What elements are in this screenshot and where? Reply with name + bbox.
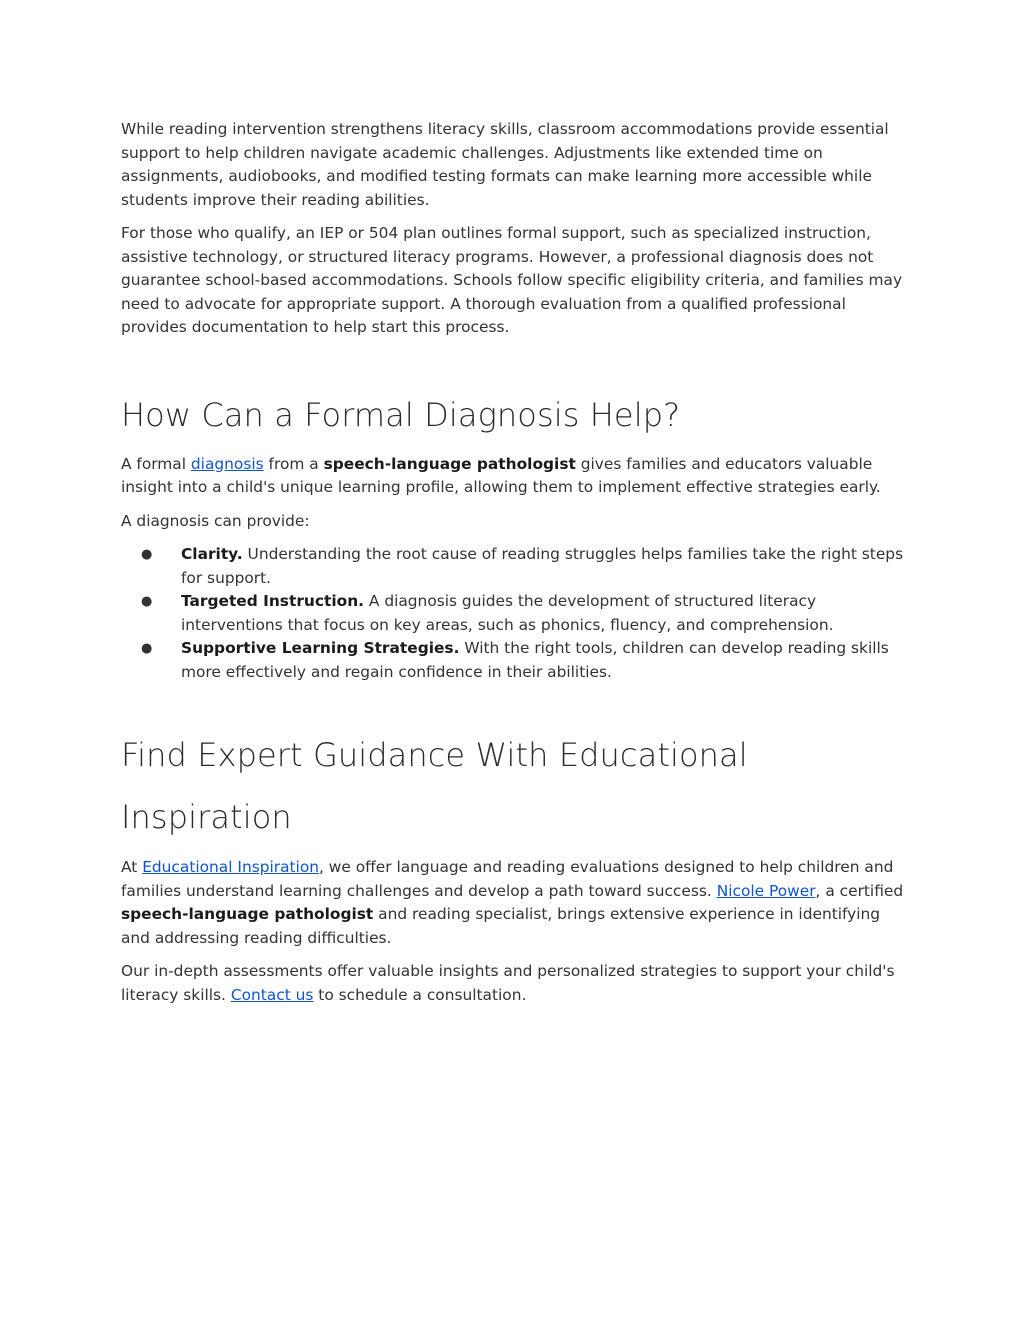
list-item-text: Understanding the root cause of reading struggles helps families take the right steps for support. bbox=[181, 545, 904, 587]
intro-paragraph-accommodations: While reading intervention strengthens literacy skills, classroom accommodations provide essential support to help children navigate academic challenges. Adjustments like extended time on assignments, audiobooks, and modified testing formats can make learning more accessible while students improve their reading abilities. bbox=[121, 120, 889, 209]
diagnosis-text-mid: from a bbox=[263, 454, 324, 473]
assessment-paragraph bbox=[121, 960, 911, 1007]
slp-bold-text: speech-language pathologist bbox=[121, 905, 374, 923]
bullet-icon: ● bbox=[141, 547, 153, 562]
slp-bold-text: speech-language pathologist bbox=[323, 454, 576, 473]
diagnosis-text-pre: A formal bbox=[121, 454, 191, 473]
assessment-text-pre: Our in-depth assessments offer valuable insights and personalized strategies to support your child's literacy skills. bbox=[121, 962, 895, 1004]
contact-us-link[interactable]: Contact us bbox=[230, 985, 314, 1004]
list-intro: A diagnosis can provide: bbox=[121, 511, 310, 530]
list-item-text: A diagnosis guides the development of structured literacy interventions that focus on key areas, such as phonics, fluency, and comprehension. bbox=[181, 592, 834, 634]
expert-heading-line1: Find Expert Guidance With Educational bbox=[121, 736, 748, 774]
benefits-list bbox=[121, 543, 911, 684]
diagnosis-text-post: gives families and educators valuable insight into a child's unique learning profile, allowing them to implement effective strategies early. bbox=[121, 454, 881, 496]
list-item-title: Clarity. bbox=[181, 545, 243, 563]
bullet-icon: ● bbox=[141, 594, 153, 609]
expert-paragraph bbox=[121, 856, 911, 950]
expert-heading bbox=[121, 724, 911, 848]
expert-text-mid2: , a certified bbox=[815, 881, 904, 900]
bullet-icon: ● bbox=[141, 641, 153, 656]
document-page bbox=[121, 118, 911, 1007]
diagnosis-heading: How Can a Formal Diagnosis Help? bbox=[121, 395, 681, 434]
diagnosis-link[interactable]: diagnosis bbox=[190, 454, 264, 473]
educational-inspiration-link[interactable]: Educational Inspiration bbox=[142, 858, 320, 876]
expert-text-mid1: , we offer language and reading evaluations designed to help children and families understand learning challenges and develop a path toward success. bbox=[121, 858, 894, 900]
assessment-text-post: to schedule a consultation. bbox=[313, 985, 527, 1004]
expert-heading-line2: Inspiration bbox=[121, 798, 292, 836]
list-item-title: Targeted Instruction. bbox=[181, 592, 364, 610]
list-item-targeted-instruction bbox=[121, 590, 911, 637]
diagnosis-paragraph bbox=[121, 453, 911, 500]
intro-paragraph-iep: For those who qualify, an IEP or 504 plan outlines formal support, such as specialized instruction, assistive technology, or structured literacy programs. However, a professional diagnosis does not guarantee school-based accommodations. Schools follow specific eligibility criteria, and families may need to advocate for appropriate support. A thorough evaluation from a qualified professional provides documentation to help start this process. bbox=[121, 224, 903, 336]
list-item-text: With the right tools, children can develop reading skills more effectively and regain confidence in their abilities. bbox=[181, 639, 889, 681]
list-item-clarity bbox=[121, 543, 911, 590]
list-item-title: Supportive Learning Strategies. bbox=[181, 639, 460, 657]
expert-text-post: and reading specialist, brings extensive experience in identifying and addressing reading difficulties. bbox=[121, 905, 881, 947]
expert-text-pre: At bbox=[121, 858, 143, 876]
nicole-power-link[interactable]: Nicole Power bbox=[716, 881, 816, 900]
list-item-supportive-strategies bbox=[121, 637, 911, 684]
